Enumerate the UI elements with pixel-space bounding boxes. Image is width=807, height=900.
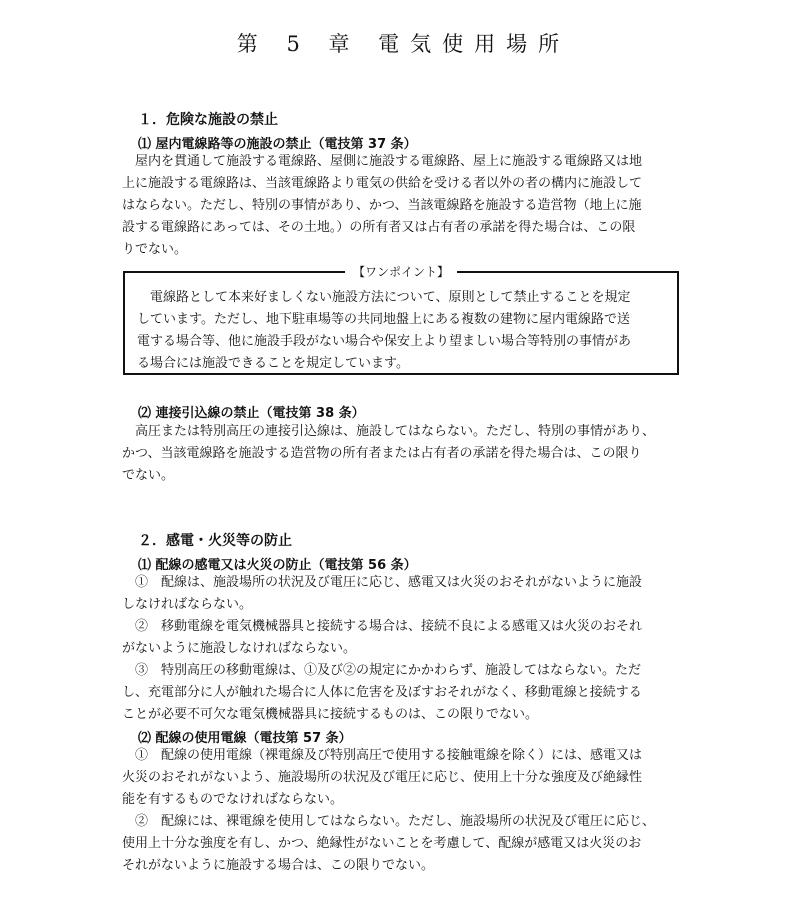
text-line: はならない。ただし、特別の事情があり、かつ、当該電線路を施設する造営物（地上に施 <box>122 198 642 213</box>
text-line: がないように施設しなければならない。 <box>122 641 357 656</box>
one-point-box <box>123 265 679 375</box>
text-line: 高圧または特別高圧の連接引込線は、施設してはならない。ただし、特別の事情があり、 <box>122 424 656 439</box>
text-line: かつ、当該電線路を施設する造営物の所有者または占有者の承諾を得た場合は、この限り <box>122 446 642 461</box>
text-line: る場合には施設できることを規定しています。 <box>137 356 409 371</box>
text-line: し、充電部分に人が触れた場合に人体に危害を及ぼすおそれがなく、移動電線と接続する <box>122 685 642 700</box>
section-2-sub-2-body <box>122 745 688 877</box>
text-line: 能を有するものでなければならない。 <box>122 792 344 807</box>
section-1-sub-2-body <box>122 421 688 487</box>
text-line: しなければならない。 <box>122 597 253 612</box>
chapter-title: 第 5 章 電気使用場所 <box>236 32 571 56</box>
section-2-sub-1-heading: ⑴ 配線の感電又は火災の防止（電技第 56 条） <box>138 558 417 573</box>
section-2-sub-2-heading: ⑵ 配線の使用電線（電技第 57 条） <box>138 731 352 746</box>
text-line: それがないように施設する場合は、この限りでない。 <box>122 858 435 873</box>
section-1-heading: １．危険な施設の禁止 <box>138 112 278 128</box>
section-1-sub-1-heading: ⑴ 屋内電線路等の施設の禁止（電技第 37 条） <box>138 137 417 152</box>
text-line: 電線路として本来好ましくない施設方法について、原則として禁止することを規定 <box>137 290 631 305</box>
text-line: ① 配線は、施設場所の状況及び電圧に応じ、感電又は火災のおそれがないように施設 <box>122 575 643 590</box>
text-line: 電する場合等、他に施設手段がない場合や保安上より望ましい場合等特別の事情があ <box>137 334 632 349</box>
text-line: でない。 <box>122 468 175 483</box>
one-point-label: 【ワンポイント】 <box>345 265 457 279</box>
section-2-heading: ２．感電・火災等の防止 <box>138 533 292 549</box>
text-line: ③ 特別高圧の移動電線は、①及び②の規定にかかわらず、施設してはならない。ただ <box>122 663 641 678</box>
text-line: 上に施設する電線路は、当該電線路より電気の供給を受ける者以外の者の構内に施設して <box>122 176 643 191</box>
text-line: りでない。 <box>122 242 188 257</box>
text-line: 火災のおそれがないよう、施設場所の状況及び電圧に応じ、使用上十分な強度及び絶縁性 <box>122 770 643 785</box>
text-line: 屋内を貫通して施設する電線路、屋側に施設する電線路、屋上に施設する電線路又は地 <box>122 154 643 169</box>
text-line: しています。ただし、地下駐車場等の共同地盤上にある複数の建物に屋内電線路で送 <box>137 312 630 327</box>
text-line: ② 移動電線を電気機械器具と接続する場合は、接続不良による感電又は火災のおそれ <box>122 619 643 634</box>
text-line: 設する電線路にあっては、その土地。）の所有者又は占有者の承諾を得た場合は、この限 <box>122 220 636 235</box>
text-line: ② 配線には、裸電線を使用してはならない。ただし、施設場所の状況及び電圧に応じ、 <box>122 814 656 829</box>
section-1-sub-1-body <box>122 151 688 261</box>
one-point-body <box>137 287 631 375</box>
section-1-sub-2-heading: ⑵ 連接引込線の禁止（電技第 38 条） <box>138 406 365 421</box>
text-line: ① 配線の使用電線（裸電線及び特別高圧で使用する接触電線を除く）には、感電又は <box>122 748 643 763</box>
section-2-sub-1-body <box>122 572 688 726</box>
text-line: ことが必要不可欠な電気機械器具に接続するものは、この限りでない。 <box>122 707 539 722</box>
text-line: 使用上十分な強度を有し、かつ、絶縁性がないことを考慮して、配線が感電又は火災のお <box>122 836 642 851</box>
